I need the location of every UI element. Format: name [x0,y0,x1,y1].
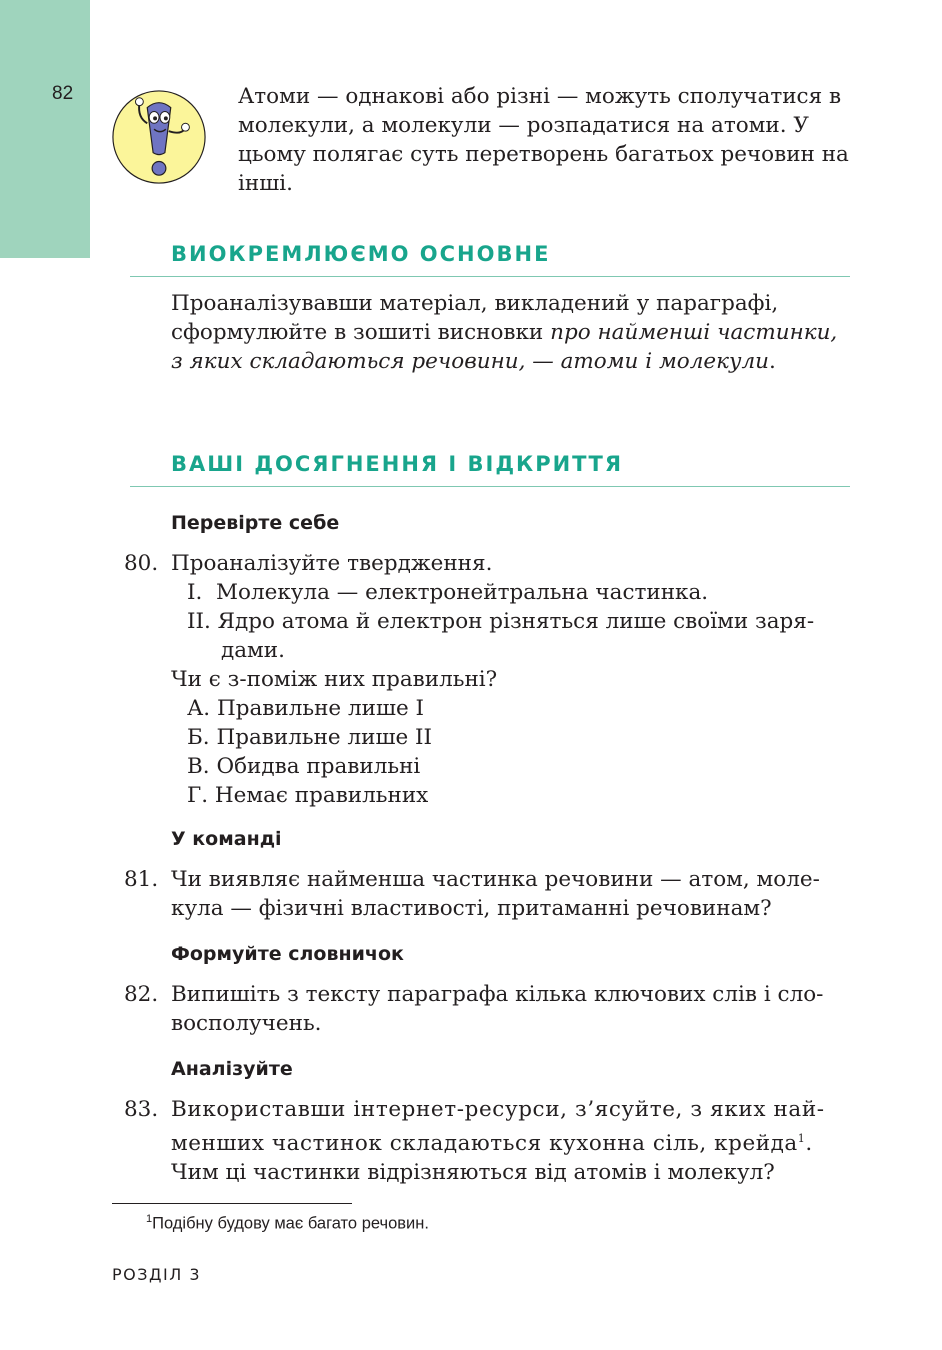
task-81 [124,865,862,923]
side-tab [0,0,90,258]
option-a: А. Правильне лише І [187,696,424,721]
chapter-label: РОЗДІЛ 3 [112,1265,202,1284]
intro-paragraph: Атоми — однакові або різні — можуть сполучатися в молекули, а молекули — розпадатися на атоми. У цьому полягає суть перетворень багатьох речовин на інші. [238,84,849,196]
summary-text: Проаналізувавши матеріал, викладений у параграфі, сформулюйте в зошиті висновки [171,291,779,345]
option-b: Б. Правильне лише ІІ [187,725,433,750]
subheading-check-yourself: Перевірте себе [171,512,340,534]
section-divider [130,486,850,487]
summary-end: . [768,349,776,374]
task-line-end: . [805,1131,813,1157]
task-83 [124,1095,862,1187]
task-line: кула — фізичні властивості, притаманні речовинам? [171,896,772,921]
exclamation-mascot-icon [110,88,208,186]
section-divider [130,276,850,277]
summary-paragraph [171,289,851,376]
summary-emphasis: про найменші частинки, з яких складаються речовини, — атоми і молекули [171,320,838,374]
task-line: Використавши інтернет-ресурси, з’ясуйте, з яких най- [171,1097,825,1122]
task-line [171,1124,862,1158]
section-title-achievements: ВАШІ ДОСЯГНЕННЯ І ВІДКРИТТЯ [171,452,623,476]
footnote-reference: 1 [797,1132,806,1145]
footnote-mark: 1 [146,1213,153,1225]
footnote-text: Подібну будову має багато речовин. [152,1214,429,1233]
task-82 [124,980,862,1038]
task-number: 83. [124,1097,159,1122]
statement-1: I. Молекула — електронейтральна частинка. [187,580,709,605]
subheading-in-team: У команді [171,828,282,850]
footnote-divider [112,1203,352,1204]
task-line: Випишіть з тексту параграфа кілька ключових слів і сло- [171,982,824,1007]
task-line: Чим ці частинки відрізняються від атомів і молекул? [171,1160,775,1186]
task-number: 81. [124,867,159,892]
statement-2: II. Ядро атома й електрон різняться лише своїми заря- [187,609,815,634]
subheading-dictionary: Формуйте словничок [171,943,404,965]
task-line: Чи виявляє найменша частинка речовини — атом, моле- [171,867,820,892]
option-c: В. Обидва правильні [187,754,421,779]
subheading-analyze: Аналізуйте [171,1058,293,1080]
option-d: Г. Немає правильних [187,783,429,808]
task-80 [124,549,862,810]
page-number: 82 [52,83,74,104]
section-title-main-points: ВИОКРЕМЛЮЄМО ОСНОВНЕ [171,242,551,266]
task-question: Проаналізуйте твердження. [171,551,493,576]
footnote [146,1213,429,1234]
task-line-text: менших частинок складаються кухонна сіль, крейда [171,1131,798,1157]
statement-2-continued: дами. [221,638,285,663]
task-number: 82. [124,982,159,1007]
task-prompt: Чи є з-поміж них правильні? [171,667,498,692]
task-line: восполучень. [171,1011,322,1036]
task-number: 80. [124,551,159,576]
